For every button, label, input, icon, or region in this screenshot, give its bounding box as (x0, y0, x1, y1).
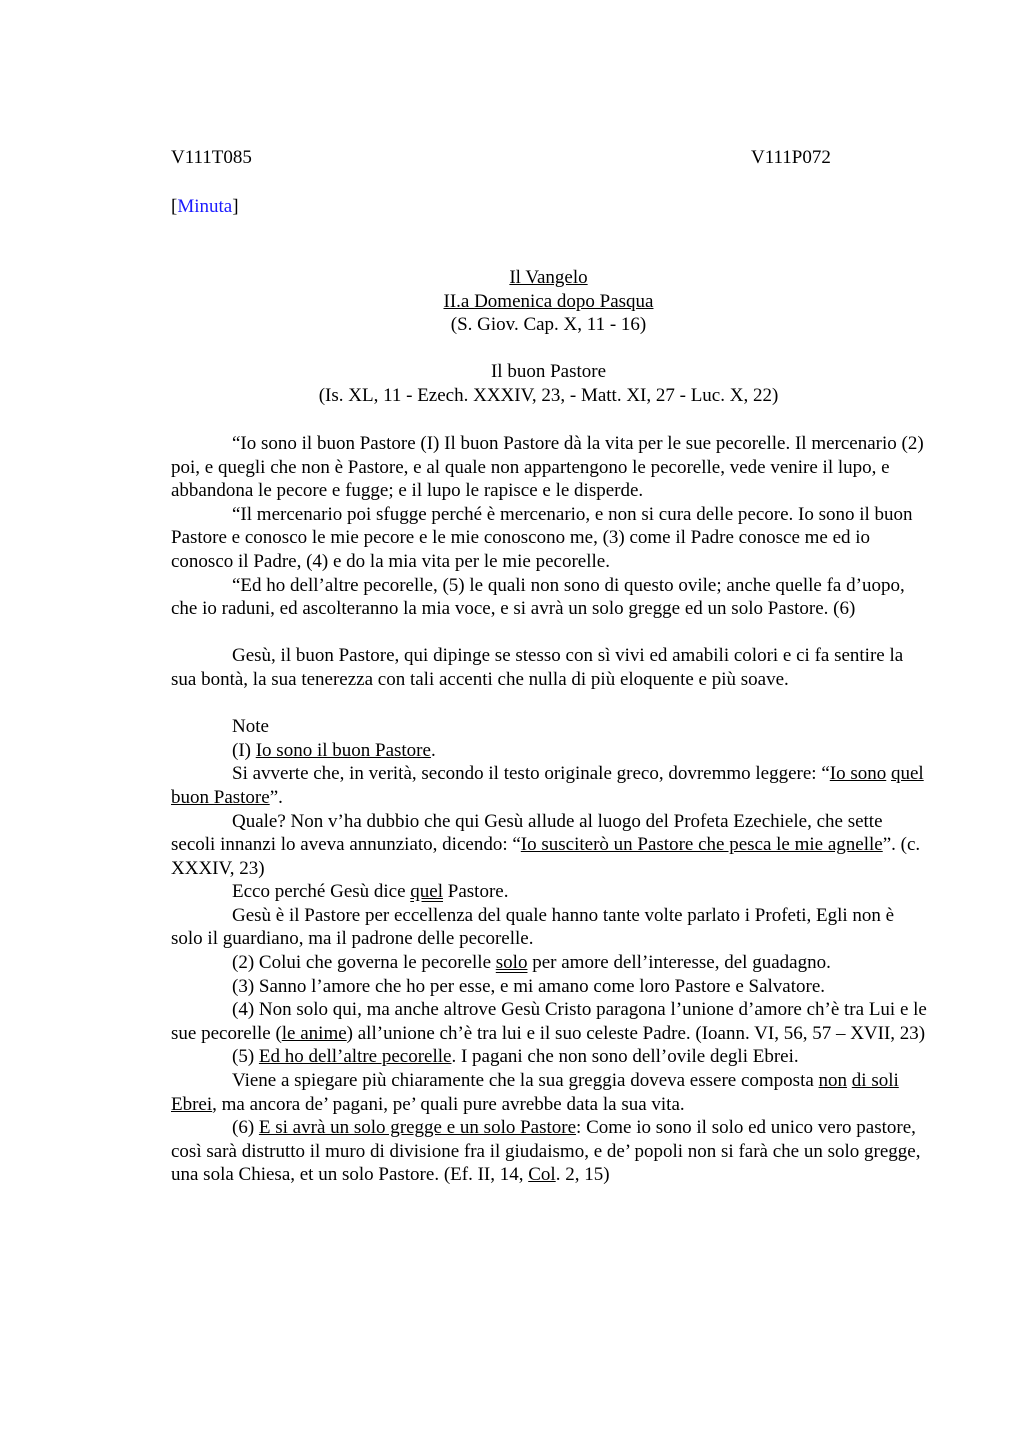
minuta-link[interactable]: Minuta (177, 196, 233, 217)
notes-heading: Note (232, 716, 269, 738)
gospel-paragraph-2: “Il mercenario poi sfugge perché è mercenario, e non si cura delle pecore. Io sono il buon Pastore e conosco le mie pecore e le mie conoscono me, (3) come il Padre conosce me ed io conosco il Padre, (4) e do la mia vita per le mie pecorelle. (171, 503, 913, 572)
note-4: (4) Non solo qui, ma anche altrove Gesù Cristo paragona l’unione d’amore ch’è tra Lui e le sue pecorelle (le anime) all’unione ch’è tra lui e il suo celeste Padre. (Ioann. VI, 56, 57 – XVII, 23) (171, 999, 927, 1044)
note-1: (I) Io sono il buon Pastore. (232, 739, 436, 761)
note-6: (6) E si avrà un solo gregge e un solo Pastore: Come io sono il solo ed unico vero pastore, così sarà distrutto il muro di divisione fra il giudaismo, e de’ popoli non si farà che un solo gregge, una sola Chiesa, et un solo Pastore. (Ef. II, 14, Col. 2, 15) (171, 1117, 921, 1186)
commentary-paragraph: Gesù, il buon Pastore, qui dipinge se stesso con sì vivi ed amabili colori e ci fa sentire la sua bontà, la sua tenerezza con tali accenti che nulla di più eloquente e più soave. (171, 645, 904, 690)
title-domenica: II.a Domenica dopo Pasqua (443, 290, 654, 312)
document-code-left: V111T085 (171, 147, 252, 168)
bracket-open: [ (171, 196, 178, 217)
note-1-quel: Ecco perché Gesù dice quel Pastore. (232, 881, 509, 903)
document-code-right: V111P072 (751, 147, 831, 168)
gospel-paragraph-1: “Io sono il buon Pastore (I) Il buon Pastore dà la vita per le sue pecorelle. Il mercenario (2) poi, e quegli che non è Pastore, e al quale non appartengono le pecorelle, vede venire il lupo, e abbandona le pecore e fugge; e il lupo le rapisce e le disperde. (171, 433, 924, 502)
document-body (171, 432, 928, 1187)
note-3: (3) Sanno l’amore che ho per esse, e mi amano come loro Pastore e Salvatore. (232, 975, 826, 997)
title-reference: (S. Giov. Cap. X, 11 - 16) (450, 314, 647, 336)
title-citations: (Is. XL, 11 - Ezech. XXXIV, 23, - Matt. XI, 27 - Luc. X, 22) (318, 384, 779, 406)
note-5: (5) Ed ho dell’altre pecorelle. I pagani che non sono dell’ovile degli Ebrei. (232, 1046, 799, 1068)
note-2: (2) Colui che governa le pecorelle solo per amore dell’interesse, del guadagno. (232, 952, 831, 974)
note-1-eccellenza: Gesù è il Pastore per eccellenza del quale hanno tante volte parlato i Profeti, Egli non è solo il guardiano, ma il padrone delle pecorelle. (171, 904, 895, 950)
title-buon-pastore: Il buon Pastore (490, 361, 607, 383)
note-5-spiegazione: Viene a spiegare più chiaramente che la sua greggia doveva essere composta non di soli Ebrei, ma ancora de’ pagani, pe’ quali pure avrebbe data la sua vita. (171, 1070, 899, 1115)
note-1-ezechiele: Quale? Non v’ha dubbio che qui Gesù allude al luogo del Profeta Ezechiele, che sette secoli innanzi lo aveva annunziato, dicendo: “Io susciterò un Pastore che pesca le mie agnelle”. (c. XXXIV, 23) (171, 810, 921, 879)
gospel-paragraph-3: “Ed ho dell’altre pecorelle, (5) le quali non sono di questo ovile; anche quelle fa d’uopo, che io raduni, ed ascolteranno la mia voce, e si avrà un solo gregge ed un solo Pastore. (6) (171, 574, 905, 620)
note-1-greek: Si avverte che, in verità, secondo il testo originale greco, dovremmo leggere: “Io sono quel buon Pastore”. (171, 763, 924, 808)
minuta-reference (171, 196, 239, 218)
bracket-close: ] (232, 196, 239, 217)
title-block (171, 266, 926, 408)
title-vangelo: Il Vangelo (509, 267, 588, 288)
